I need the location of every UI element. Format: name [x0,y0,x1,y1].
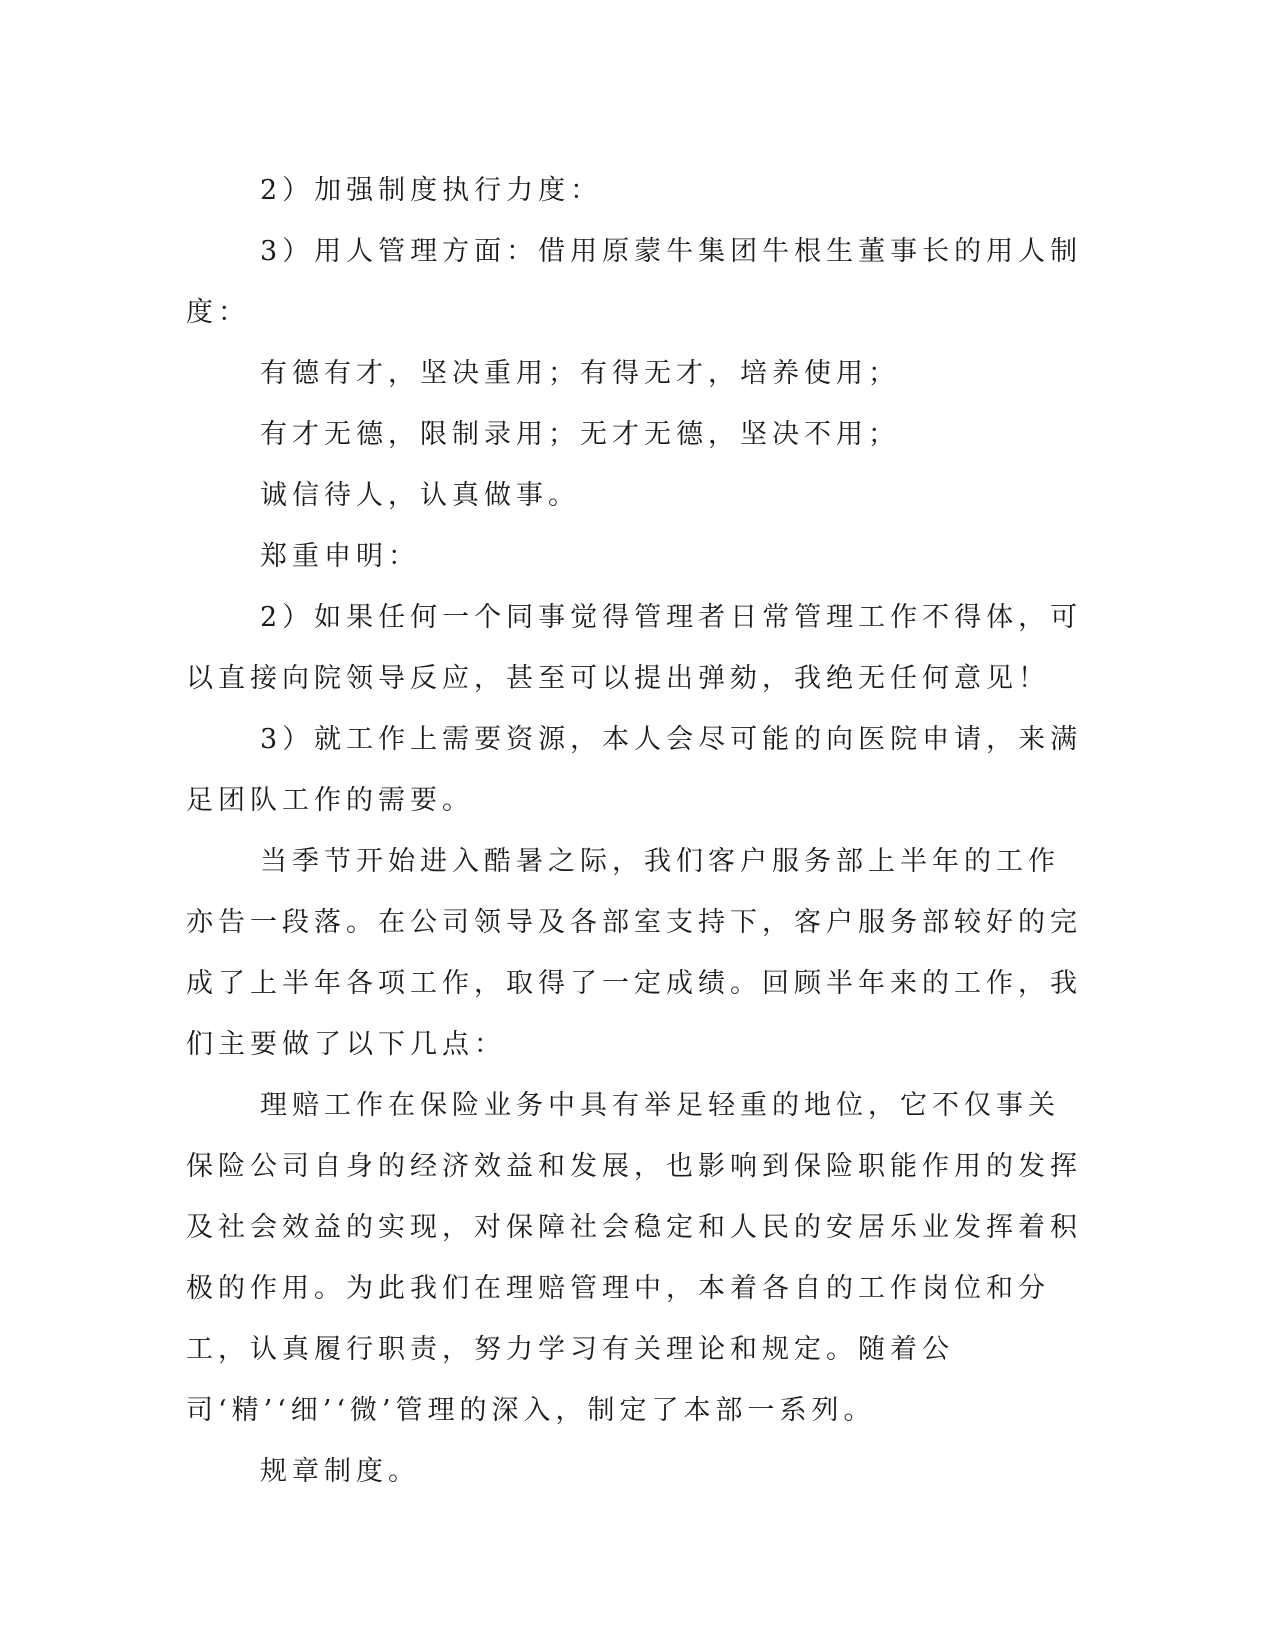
paragraph-6: 郑重申明： [260,541,420,572]
paragraph-5: 诚信待人，认真做事。 [260,480,580,511]
paragraph-1: 2）加强制度执行力度： [260,175,603,206]
document-body [186,160,1086,1502]
paragraph-4: 有才无德，限制录用；无才无德，坚决不用； [260,419,900,450]
paragraph-10: 理赔工作在保险业务中具有举足轻重的地位，它不仅事关保险公司自身的经济效益和发展，也影响到保险职能作用的发挥及社会效益的实现，对保障社会稳定和人民的安居乐业发挥着积极的作用。为此我们在理赔管理中，本着各自的工作岗位和分工，认真履行职责，努力学习有关理论和规定。随着公司‘精’‘细’‘微’管理的深入，制定了本部一系列。 [186,1090,1082,1426]
paragraph-3: 有德有才，坚决重用；有得无才，培养使用； [260,358,900,389]
paragraph-2: 3）用人管理方面：借用原蒙牛集团牛根生董事长的用人制度： [186,236,1083,328]
paragraph-9: 当季节开始进入酷暑之际，我们客户服务部上半年的工作亦告一段落。在公司领导及各部室支持下，客户服务部较好的完成了上半年各项工作，取得了一定成绩。回顾半年来的工作，我们主要做了以下几点： [186,846,1082,1060]
paragraph-7: 2）如果任何一个同事觉得管理者日常管理工作不得体，可以直接向院领导反应，甚至可以提出弹劾，我绝无任何意见！ [186,602,1083,694]
paragraph-8: 3）就工作上需要资源，本人会尽可能的向医院申请，来满足团队工作的需要。 [186,724,1083,816]
paragraph-11: 规章制度。 [260,1456,420,1487]
